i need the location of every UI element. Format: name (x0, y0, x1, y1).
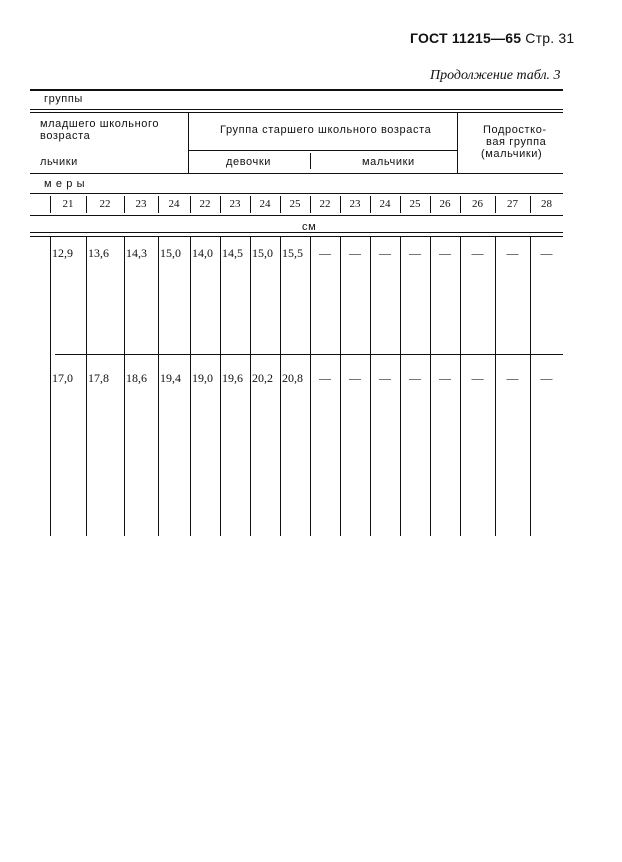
label-boys-partial: льчики (40, 156, 78, 168)
standard-code: ГОСТ 11215—65 (410, 30, 522, 46)
size-row-divider (124, 196, 125, 213)
size-number: 24 (379, 198, 391, 210)
size-number: 25 (409, 198, 421, 210)
column-divider (220, 236, 221, 536)
table-top-rule (30, 89, 563, 91)
size-number: 23 (349, 198, 361, 210)
label-boys: мальчики (362, 156, 415, 168)
column-divider (50, 236, 51, 536)
table-cell: — (540, 371, 553, 385)
header-rule-senior (188, 150, 458, 151)
size-number: 24 (259, 198, 271, 210)
column-divider (158, 236, 159, 536)
label-teen-line3: (мальчики) (481, 148, 543, 160)
size-number: 22 (319, 198, 331, 210)
column-divider (400, 236, 401, 536)
table-continuation-label: Продолжение табл. 3 (430, 68, 561, 83)
size-number: 21 (62, 198, 74, 210)
table-cell: 15,0 (252, 246, 273, 260)
header-divider-girls-boys (310, 153, 311, 169)
table-cell: 15,0 (160, 246, 181, 260)
table-cell: 14,0 (192, 246, 213, 260)
table-cell: — (349, 246, 361, 260)
header-rule-4 (30, 193, 563, 194)
table-cell: — (471, 371, 484, 385)
label-teen-line2: вая группа (486, 136, 547, 148)
size-row-divider (495, 196, 496, 213)
table-cell: — (540, 246, 553, 260)
table-cell: 20,2 (252, 371, 273, 385)
table-cell: 14,3 (126, 246, 147, 260)
table-cell: 12,9 (52, 246, 73, 260)
column-divider (530, 236, 531, 536)
size-number: 26 (472, 198, 483, 210)
header-rule-7 (30, 236, 563, 237)
header-rule-3 (30, 173, 563, 174)
table-cell: — (409, 371, 421, 385)
table-cell: 18,6 (126, 371, 147, 385)
column-divider (250, 236, 251, 536)
table-cell: — (439, 371, 451, 385)
header-divider-teen (457, 112, 458, 173)
table-cell: 17,0 (52, 371, 73, 385)
size-number: 28 (541, 198, 552, 210)
page-header (410, 30, 574, 46)
header-rule-6 (30, 232, 563, 233)
row-separator (55, 354, 563, 355)
size-number: 27 (507, 198, 518, 210)
table-cell: — (319, 371, 331, 385)
column-divider (370, 236, 371, 536)
column-divider (430, 236, 431, 536)
column-divider (460, 236, 461, 536)
table-cell: — (471, 246, 484, 260)
size-row-divider (86, 196, 87, 213)
label-groups: группы (44, 93, 83, 105)
table-cell: 17,8 (88, 371, 109, 385)
label-junior-line2: возраста (40, 130, 91, 142)
size-row-divider (460, 196, 461, 213)
column-divider (280, 236, 281, 536)
table-cell: — (439, 246, 451, 260)
header-rule-2 (30, 112, 563, 113)
table-cell: — (349, 371, 361, 385)
label-girls: девочки (226, 156, 272, 168)
table-cell: 19,0 (192, 371, 213, 385)
table-cell: — (379, 246, 391, 260)
header-divider-junior (188, 112, 189, 173)
column-divider (124, 236, 125, 536)
table-cell: 19,6 (222, 371, 243, 385)
label-senior: Группа старшего школьного возраста (220, 124, 432, 136)
label-measures: м е р ы (44, 178, 86, 190)
header-rule-5 (30, 215, 563, 216)
table-cell: 14,5 (222, 246, 243, 260)
unit-label: см (302, 221, 317, 233)
table-cell: 15,5 (282, 246, 303, 260)
column-divider (190, 236, 191, 536)
size-number: 25 (289, 198, 301, 210)
table-cell: 19,4 (160, 371, 181, 385)
column-divider (86, 236, 87, 536)
column-divider (340, 236, 341, 536)
size-number: 22 (199, 198, 211, 210)
size-number: 22 (99, 198, 111, 210)
size-number: 24 (168, 198, 180, 210)
table-cell: — (506, 371, 519, 385)
table-cell: — (506, 246, 519, 260)
table-cell: — (379, 371, 391, 385)
header-rule-1 (30, 109, 563, 110)
size-number: 23 (135, 198, 147, 210)
table-cell: — (319, 246, 331, 260)
column-divider (310, 236, 311, 536)
page-number: Стр. 31 (525, 30, 575, 46)
size-row-divider (50, 196, 51, 213)
label-teen-line1: Подростко- (483, 124, 547, 136)
size-number: 26 (439, 198, 451, 210)
label-junior-line1: младшего школьного (40, 118, 160, 130)
size-number: 23 (229, 198, 241, 210)
table-cell: 20,8 (282, 371, 303, 385)
table-cell: 13,6 (88, 246, 109, 260)
column-divider (495, 236, 496, 536)
table-cell: — (409, 246, 421, 260)
